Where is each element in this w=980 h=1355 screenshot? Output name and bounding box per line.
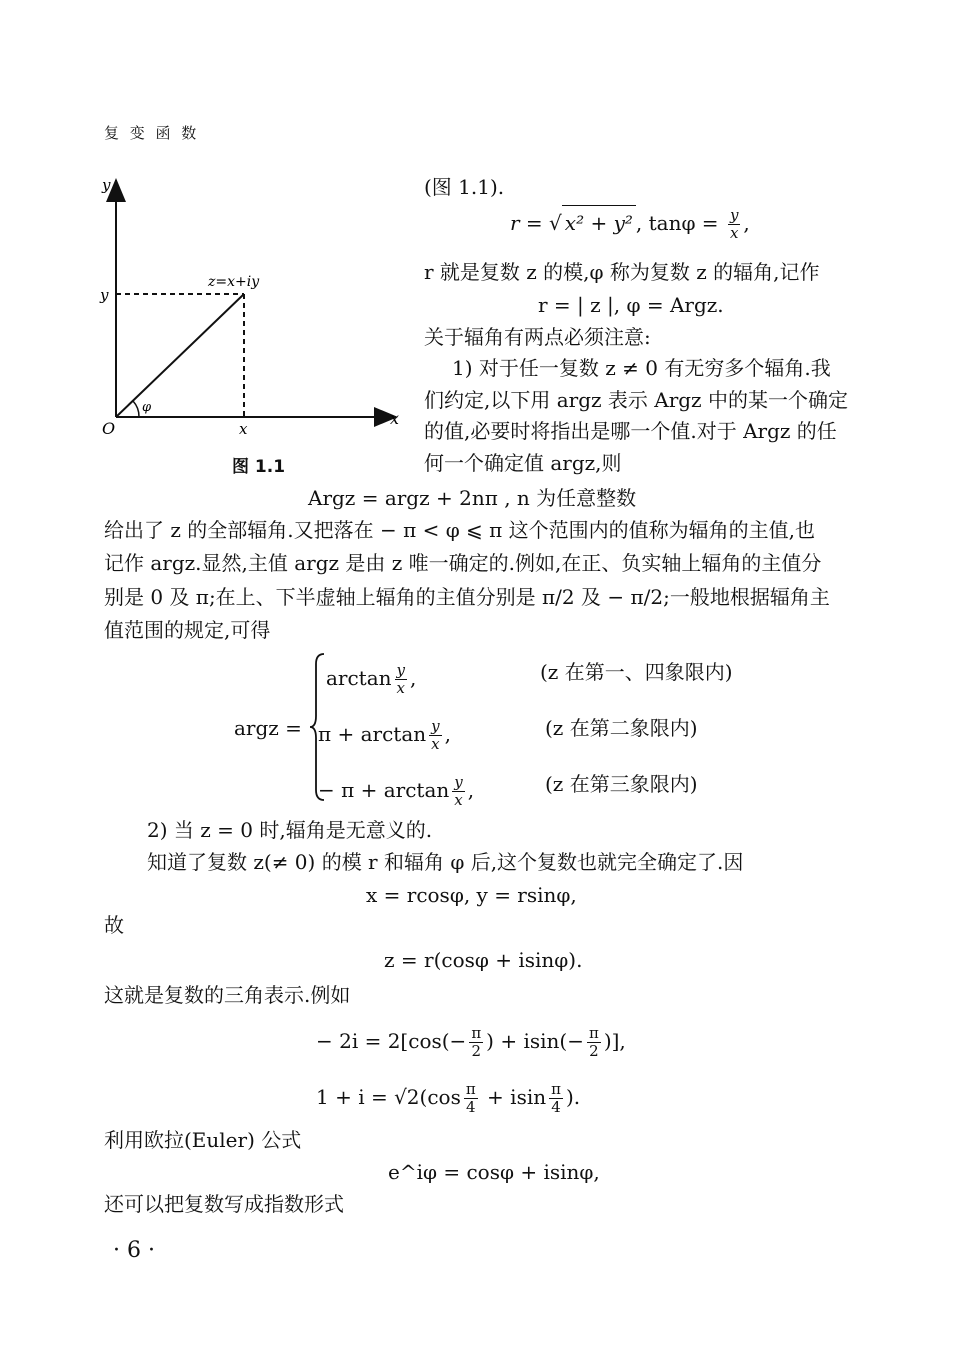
text-line: 关于辐角有两点必须注意:	[424, 325, 651, 349]
text-line: 给出了 z 的全部辐角.又把落在 − π < φ ⩽ π 这个范围内的值称为辐角的主值,也	[104, 518, 816, 542]
equation-Argz: Argz = argz + 2nπ , n 为任意整数	[308, 486, 637, 510]
case-3: − π + arctan $\frac{y}{x}$ ,	[318, 773, 475, 809]
text-line: (图 1.1).	[424, 175, 505, 199]
example-eq-2: 1 + i = √2(cos $\frac{\pi}{4}$ + isin $\frac{\pi}{4}$ ).	[316, 1080, 581, 1116]
case-3-condition: (z 在第三象限内)	[545, 772, 698, 796]
text-line: 2) 当 z = 0 时,辐角是无意义的.	[147, 818, 433, 842]
text-line: 故	[104, 913, 124, 937]
equation-arg: r = | z |, φ = Argz.	[538, 293, 724, 317]
x-tick-label: x	[239, 420, 248, 438]
figure-complex-plane	[96, 172, 406, 447]
case-2-condition: (z 在第二象限内)	[545, 716, 698, 740]
text-line: 这就是复数的三角表示.例如	[104, 983, 351, 1007]
case-2: π + arctan $\frac{y}{x}$ ,	[318, 717, 451, 753]
text-line: 何一个确定值 argz,则	[424, 451, 622, 475]
equation-euler: e^iφ = cosφ + isinφ,	[388, 1160, 600, 1184]
text-line: 的值,必要时将指出是哪一个值.对于 Argz 的任	[424, 419, 837, 443]
text-line: 知道了复数 z(≠ 0) 的模 r 和辐角 φ 后,这个复数也就完全确定了.因	[147, 850, 744, 874]
x-axis-label: x	[390, 409, 400, 428]
angle-label: φ	[142, 400, 152, 415]
y-tick-label: y	[100, 286, 109, 304]
text-line: r 就是复数 z 的模,φ 称为复数 z 的辐角,记作	[424, 260, 820, 284]
example-eq-1: − 2i = 2[cos(− $\frac{\pi}{2}$ ) + isin(− $\frac{\pi}{2}$ )],	[316, 1024, 626, 1060]
angle-arc	[133, 401, 139, 417]
point-label: z=x+iy	[208, 274, 260, 290]
y-axis-label: y	[102, 176, 111, 194]
text-line: 值范围的规定,可得	[104, 618, 271, 642]
text-line: 1) 对于任一复数 z ≠ 0 有无穷多个辐角.我	[452, 356, 831, 380]
text-line: 利用欧拉(Euler) 公式	[104, 1128, 302, 1152]
text-line: 别是 0 及 π;在上、下半虚轴上辐角的主值分别是 π/2 及 − π/2;一般地根据辐角主	[104, 585, 830, 609]
text-line: 们约定,以下用 argz 表示 Argz 中的某一个确定	[424, 388, 848, 412]
text-line: 还可以把复数写成指数形式	[104, 1192, 344, 1216]
origin-label: O	[102, 419, 116, 438]
case-1-condition: (z 在第一、四象限内)	[540, 660, 733, 684]
running-header: 复 变 函 数	[104, 124, 200, 142]
figure-caption: 图 1.1	[232, 457, 286, 477]
equation-modulus: r = √ x² + y² , tanφ = $\frac{y}{x}$ ,	[510, 206, 750, 242]
equation-polar: x = rcosφ, y = rsinφ,	[366, 883, 577, 907]
equation-trig-form: z = r(cosφ + isinφ).	[384, 948, 583, 972]
modulus-line	[116, 294, 244, 417]
page-number: · 6 ·	[113, 1238, 155, 1263]
case-1: arctan $\frac{y}{x}$ ,	[326, 661, 417, 697]
cases-lhs: argz =	[234, 716, 302, 740]
text-line: 记作 argz.显然,主值 argz 是由 z 唯一确定的.例如,在正、负实轴上辐角的主值分	[104, 551, 822, 575]
